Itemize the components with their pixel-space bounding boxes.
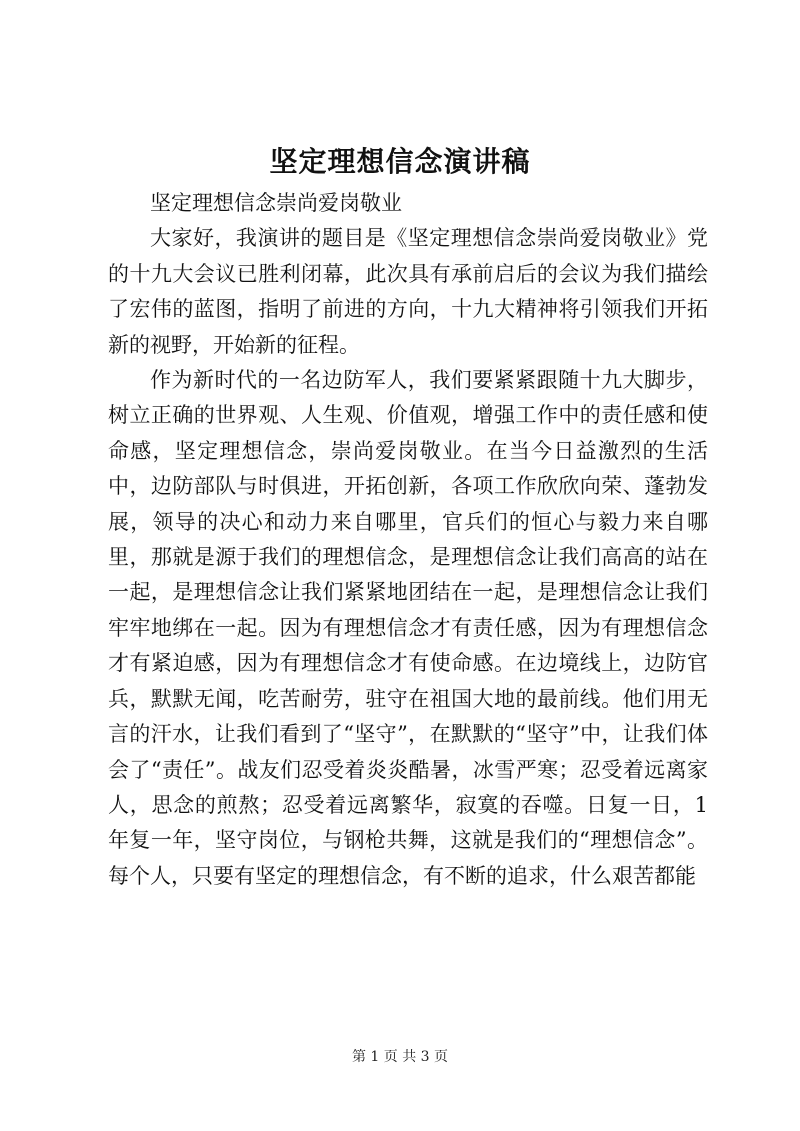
document-subtitle: 坚定理想信念崇尚爱岗敬业 [150, 191, 402, 215]
page-footer [0, 1046, 800, 1066]
paragraph-2: 作为新时代的一名边防军人，我们要紧紧跟随十九大脚步，树立正确的世界观、人生观、价值观，增强工作中的责任感和使命感，坚定理想信念，崇尚爱岗敬业。在当今日益激烈的生活中，边防部队与时俱进，开拓创新，各项工作欣欣向荣、蓬勃发展，领导的决心和动力来自哪里，官兵们的恒心与毅力来自哪里，那就是源于我们的理想信念，是理想信念让我们高高的站在一起，是理想信念让我们紧紧地团结在一起，是理想信念让我们牢牢地绑在一起。因为有理想信念才有责任感，因为有理想信念才有紧迫感，因为有理想信念才有使命感。在边境线上，边防官兵，默默无闻，吃苦耐劳，驻守在祖国大地的最前线。他们用无言的汗水，让我们看到了“坚守”，在默默的“坚守”中，让我们体会了“责任”。战友们忍受着炎炎酷暑，冰雪严寒；忍受着远离家人，思念的煎熬；忍受着远离繁华，寂寞的吞噬。日复一日，1年复一年，坚守岗位，与钢枪共舞，这就是我们的“理想信念”。每个人，只要有坚定的理想信念，有不断的追求，什么艰苦都能 [108, 368, 708, 888]
document-body [108, 186, 708, 894]
paragraph-1: 大家好，我演讲的题目是《坚定理想信念崇尚爱岗敬业》党的十九大会议已胜利闭幕，此次具有承前启后的会议为我们描绘了宏伟的蓝图，指明了前进的方向，十九大精神将引领我们开拓新的视野，开始新的征程。 [108, 226, 708, 357]
page-number-label: 第 1 页 共 3 页 [351, 1049, 449, 1065]
document-title: 坚定理想信念演讲稿 [269, 145, 531, 178]
